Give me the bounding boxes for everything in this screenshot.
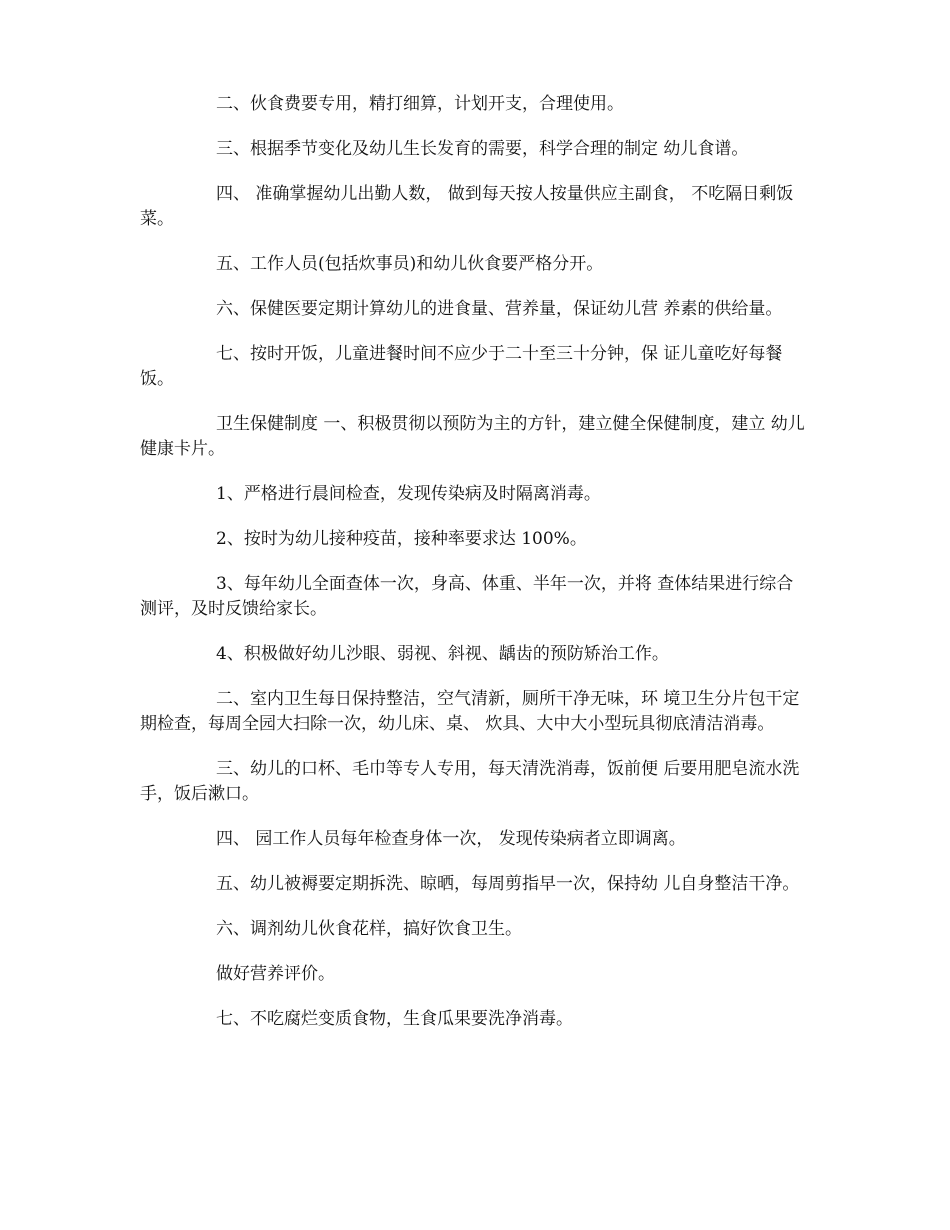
paragraph: 3、每年幼儿全面查体一次，身高、体重、半年一次，并将 查体结果进行综合测评，及时反馈给家长。 [140, 574, 794, 619]
paragraph: 三、幼儿的口杯、毛巾等专人专用，每天清洗消毒，饭前便 后要用肥皂流水洗手，饭后漱口。 [140, 759, 800, 804]
paragraph: 卫生保健制度 一、积极贯彻以预防为主的方针，建立健全保健制度，建立 幼儿健康卡片。 [140, 414, 805, 459]
paragraph: 四、 准确掌握幼儿出勤人数， 做到每天按人按量供应主副食， 不吃隔日剩饭菜。 [140, 184, 794, 229]
paragraph: 二、伙食费要专用，精打细算，计划开支，合理使用。 [216, 94, 624, 114]
paragraph: 六、调剂幼儿伙食花样，搞好饮食卫生。 [216, 919, 522, 939]
paragraph: 1、严格进行晨间检查，发现传染病及时隔离消毒。 [216, 484, 601, 504]
paragraph: 七、不吃腐烂变质食物，生食瓜果要洗净消毒。 [216, 1009, 573, 1029]
paragraph: 做好营养评价。 [216, 964, 335, 984]
paragraph: 三、根据季节变化及幼儿生长发育的需要，科学合理的制定 幼儿食谱。 [216, 139, 749, 159]
paragraph: 五、幼儿被褥要定期拆洗、晾晒，每周剪指早一次，保持幼 儿自身整洁干净。 [216, 874, 800, 894]
paragraph: 二、室内卫生每日保持整洁，空气清新，厕所干净无味，环 境卫生分片包干定期检查，每周全园大扫除一次，幼儿床、桌、 炊具、大中大小型玩具彻底清洁消毒。 [140, 689, 800, 734]
paragraph: 四、 园工作人员每年检查身体一次， 发现传染病者立即调离。 [216, 829, 686, 849]
paragraph: 2、按时为幼儿接种疫苗，接种率要求达 100%。 [216, 529, 587, 549]
paragraph: 七、按时开饭，儿童进餐时间不应少于二十至三十分钟，保 证儿童吃好每餐饭。 [140, 344, 783, 389]
paragraph: 五、工作人员(包括炊事员)和幼儿伙食要严格分开。 [216, 254, 604, 274]
paragraph: 4、积极做好幼儿沙眼、弱视、斜视、龋齿的预防矫治工作。 [216, 644, 669, 664]
paragraph: 六、保健医要定期计算幼儿的进食量、营养量，保证幼儿营 养素的供给量。 [216, 299, 783, 319]
document-body [140, 92, 810, 1052]
